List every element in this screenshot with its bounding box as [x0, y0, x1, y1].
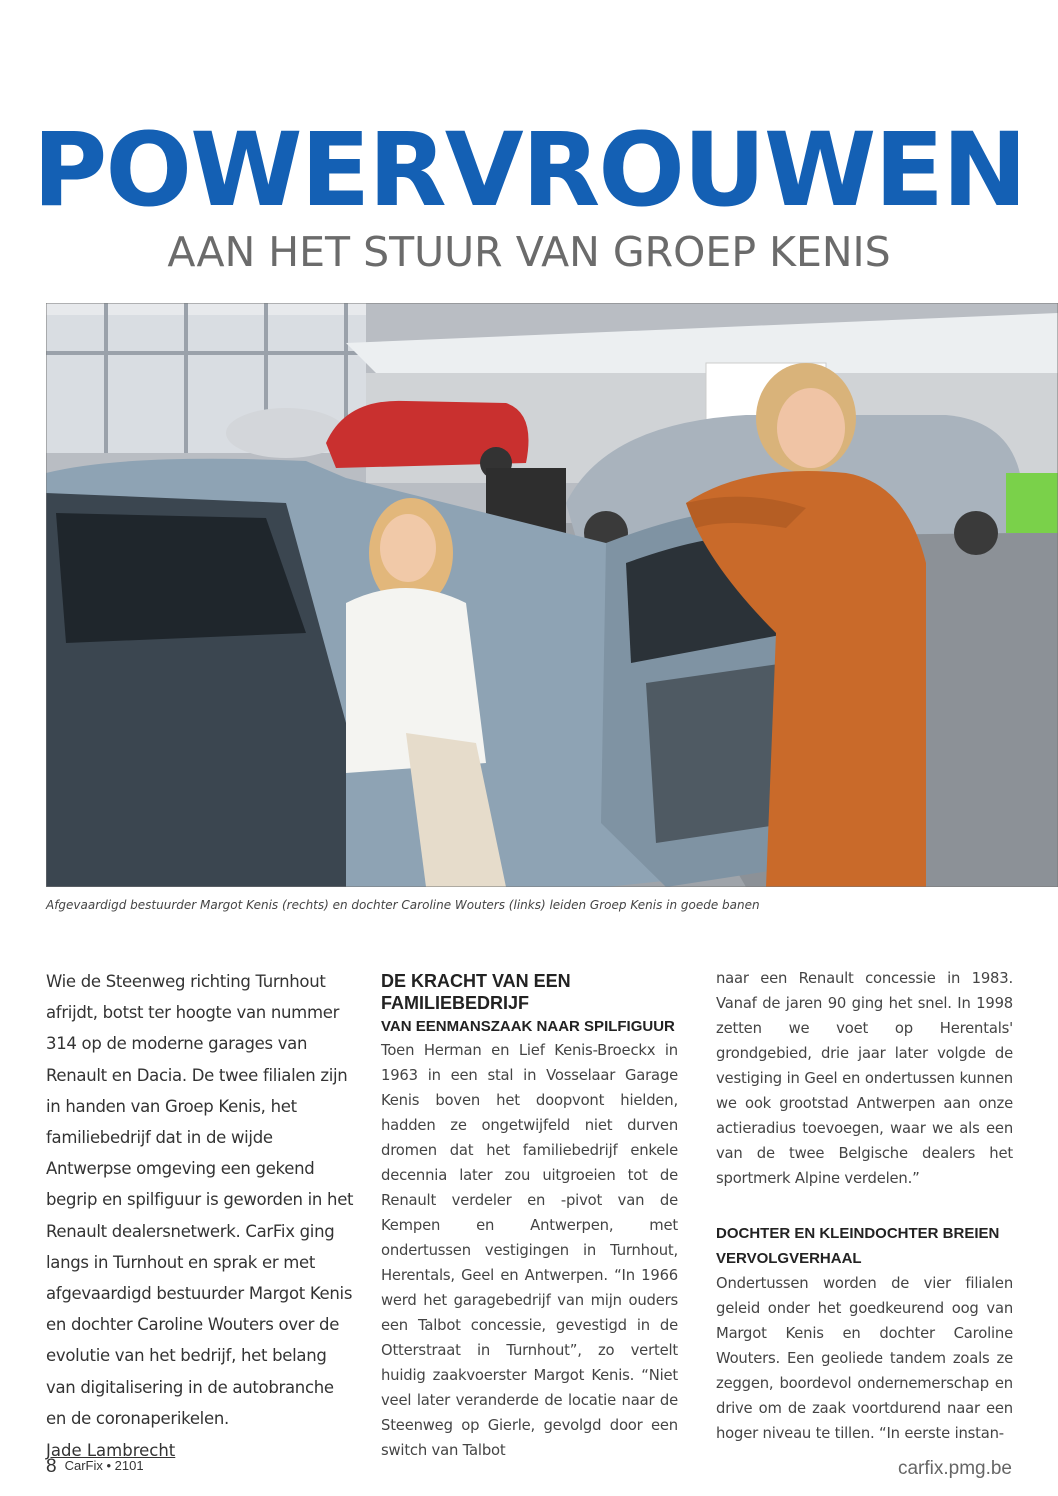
body-column-2 — [716, 966, 1013, 1446]
section-heading-2: DOCHTER EN KLEINDOCHTER BREIEN VERVOLGVERHAAL — [716, 1225, 1000, 1267]
section-text: Toen Herman en Lief Kenis-Broeckx in 1963 in een stal in Vosselaar Garage Kenis boven het doopvont hielden, hadden ze ongetwijfeld niet durven dromen dat het familiebedrijf enkele decennia later zou uitgroeien tot de Renault verdeler en -pivot van de Kempen en Antwerpen, met ondertussen vestigingen in Turnhout, Herentals, Geel en Antwerpen. “In 1966 werd het garagebedrijf van mijn ouders een Talbot concessie, gevestigd in de Otterstraat in Turnhout”, zo vertelt huidig zaakvoerster Margot Kenis. “Niet veel later veranderde de locatie naar de Steenweg op Gierle, gevolgd door een switch van Talbot — [381, 1042, 678, 1459]
body-column-1 — [381, 966, 678, 1463]
page-footer — [46, 1456, 144, 1478]
photo-caption: Afgevaardigd bestuurder Margot Kenis (rechts) en dochter Caroline Wouters (links) leiden Groep Kenis in goede banen — [46, 898, 760, 912]
page-number: 8 — [46, 1456, 57, 1477]
section-text-continued: naar een Renault concessie in 1983. Vanaf de jaren 90 ging het snel. In 1998 zetten we voet op Herentals' grondgebied, drie jaar later volgde de vestiging in Geel en ondertussen kunnen we ook grootstad Antwerpen aan onze actieradius toevoegen, waar we als een van de twee Belgische dealers het sportmerk Alpine verdelen.” — [716, 970, 1013, 1187]
website-link[interactable]: carfix.pmg.be — [897, 1458, 1012, 1479]
publication-name: CarFix • 2101 — [64, 1458, 144, 1473]
article-title: POWERVROUWEN — [32, 111, 1026, 230]
article-intro: Wie de Steenweg richting Turnhout afrijdt, botst ter hoogte van nummer 314 op de moderne garages van Renault en Dacia. De twee filialen zijn in handen van Groep Kenis, het familiebedrijf dat in de wijde Antwerpse omgeving een gekend begrip en spilfiguur is geworden in het Renault dealersnetwerk. CarFix ging langs in Turnhout en sprak er met afgevaardigd bestuurder Margot Kenis en dochter Caroline Wouters over de evolutie van het bedrijf, het belang van digitalisering in de autobranche en de coronaperikelen. — [46, 972, 354, 1428]
showroom-photo — [46, 303, 1058, 887]
section-text-2: Ondertussen worden de vier filialen geleid onder het goedkeurend oog van Margot Kenis en dochter Caroline Wouters. Een geoliede tandem zoals ze zeggen, boordevol ondernemerschap en drive om de zaak voortdurend naar een hoger niveau te tillen. “In eerste instan- — [716, 1275, 1013, 1442]
section-heading: DE KRACHT VAN EEN FAMILIEBEDRIJF — [381, 971, 571, 1013]
author-byline[interactable]: Jade Lambrecht — [46, 1441, 176, 1461]
article-subtitle: AAN HET STUUR VAN GROEP KENIS — [167, 228, 891, 276]
section-subheading: VAN EENMANSZAAK NAAR SPILFIGUUR — [381, 1018, 675, 1035]
intro-column — [46, 966, 358, 1462]
